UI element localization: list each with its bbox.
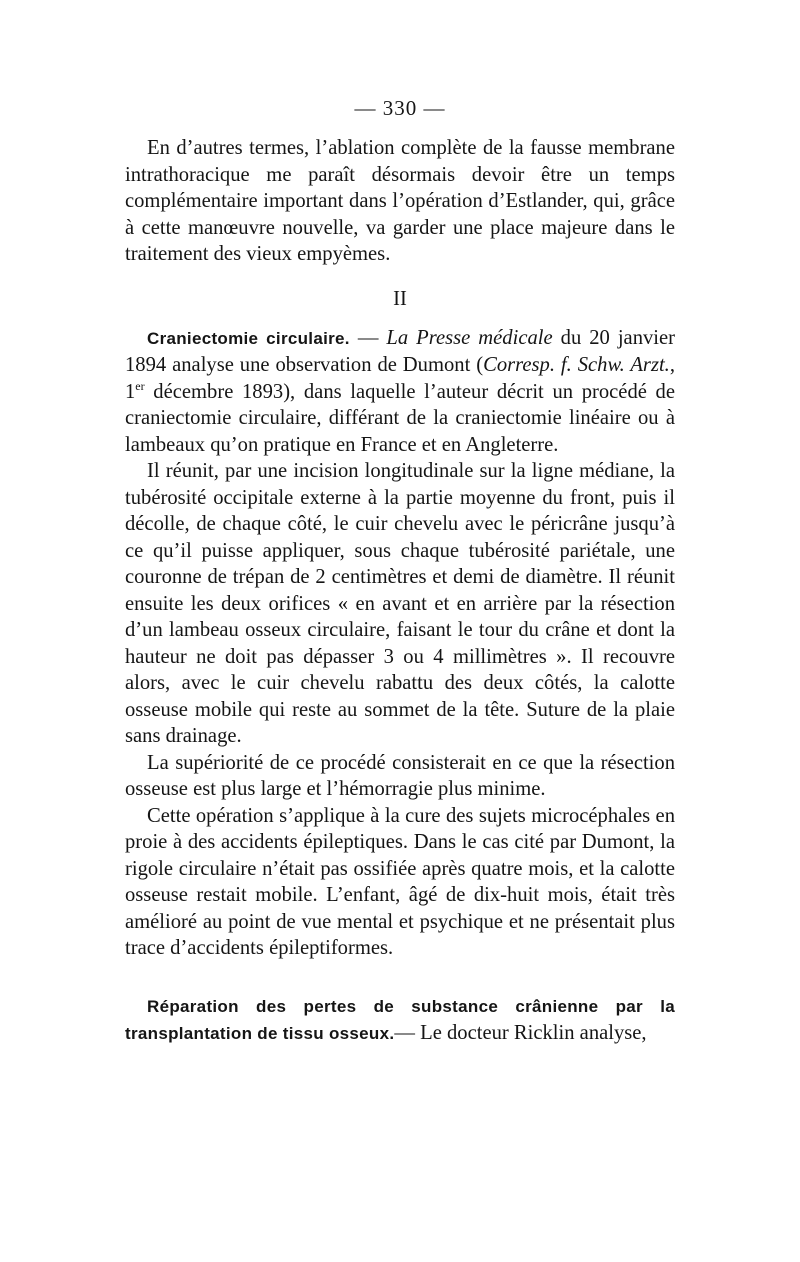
rubric-reparation: Réparation des pertes de substance crânienne par la transplantation de tissu osseux. [125, 996, 675, 1043]
page-number: — 330 — [354, 96, 446, 120]
paragraph-empyema: En d’autres termes, l’ablation complète de la fausse membrane intrathoracique me paraît désormais devoir être un temps complémentaire important dans l’opération d’Estlander, qui, grâce à cette manœuvre nouvelle, va garder une place majeure dans le traitement des vieux empyèmes. [125, 137, 675, 265]
paragraph-reparation [125, 993, 675, 1048]
paragraph-indications: Cette opération s’applique à la cure des sujets microcéphales en proie à des accidents épileptiques. Dans le cas cité par Dumont, la rigole circulaire n’était pas ossifiée après quatre mois, et la calotte osseuse restait mobile. L’enfant, âgé de dix-huit mois, était très amélioré au point de vue mental et psychique et ne présentait plus trace d’accidents épileptiformes. [125, 804, 675, 959]
text-fragment: , 1 [125, 354, 675, 403]
paragraph-superiorite: La supériorité de ce procédé consisterait en ce que la résection osseuse est plus large et l’hémorragie plus minime. [125, 751, 675, 800]
text-fragment: — Le docteur Ricklin analyse, [394, 1022, 647, 1044]
text-fragment: décembre 1893), dans laquelle l’auteur décrit un procédé de craniectomie circulaire, différant de la craniectomie linéaire ou à lambeaux qu’on pratique en France et en Angleterre. [125, 380, 675, 456]
text-fragment: du 20 janvier 1894 analyse une observation de Dumont ( [125, 326, 676, 376]
paragraph-craniectomie [125, 325, 675, 459]
paragraph-technique: Il réunit, par une incision longitudinale sur la ligne médiane, la tubérosité occipitale externe à la partie moyenne du front, puis il décolle, de chaque côté, le cuir chevelu avec le péricrâne jusqu’à ce qu’il puisse appliquer, sous chaque tubérosité pariétale, une couronne de trépan de 2 centimètres et demi de diamètre. Il réunit ensuite les deux orifices « en avant et en arrière par la résection d’un lambeau osseux circulaire, faisant le tour du crâne et dont la hauteur ne doit pas dépasser 3 ou 4 millimètres ». Il recouvre alors, avec le cuir chevelu rabattu des deux côtés, la calotte osseuse mobile qui reste au sommet de la tête. Suture de la plaie sans drainage. [125, 460, 675, 747]
superscript-er: er [135, 378, 145, 393]
rubric-craniectomie: Craniectomie circulaire. [147, 328, 350, 348]
section-number: II [393, 287, 407, 310]
journal-reference: Corresp. f. Schw. Arzt. [483, 354, 670, 376]
em-dash: — [349, 326, 387, 349]
section-spacer [125, 962, 675, 993]
journal-title: La Presse médicale [386, 326, 553, 349]
